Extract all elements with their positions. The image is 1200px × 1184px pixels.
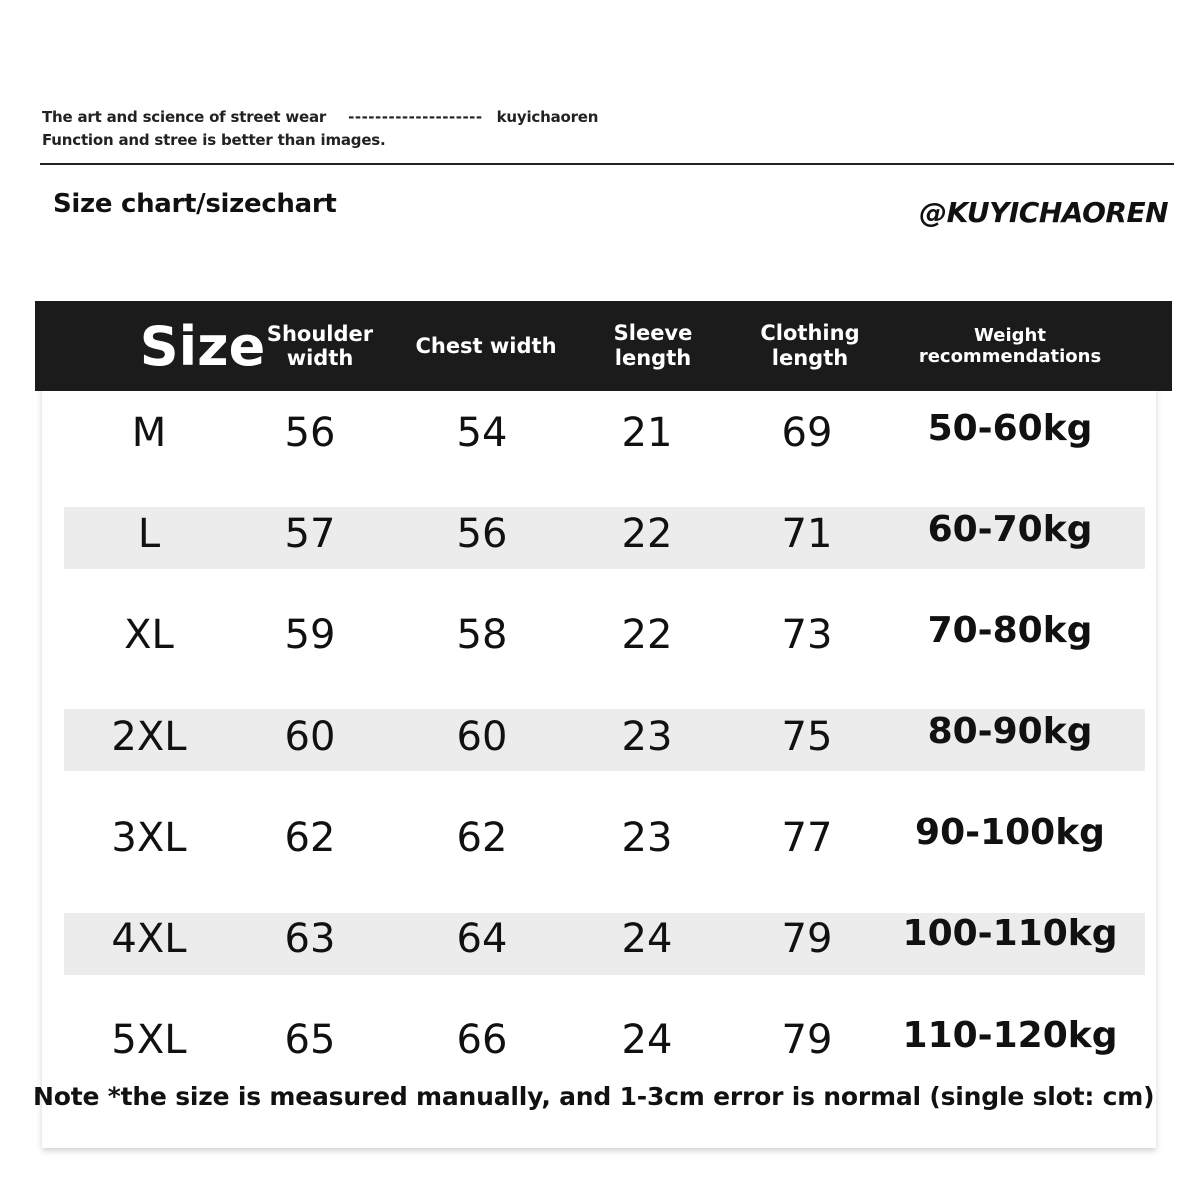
cell-shoulder: 63: [284, 916, 336, 962]
cell-length: 73: [781, 612, 833, 658]
cell-size: 4XL: [111, 916, 187, 962]
tagline-line1: The art and science of street wear: [42, 108, 327, 126]
footnote: Note *the size is measured manually, and 1-3cm error is normal (single slot: cm): [33, 1082, 1155, 1111]
cell-shoulder: 62: [284, 815, 336, 861]
cell-weight: 50-60kg: [927, 408, 1093, 449]
cell-size: 3XL: [111, 815, 187, 861]
cell-length: 77: [781, 815, 833, 861]
cell-length: 79: [781, 916, 833, 962]
tagline-dashes: --------------------: [348, 108, 483, 126]
divider: [40, 163, 1174, 165]
header-chest: Chest width: [415, 334, 557, 358]
cell-weight: 100-110kg: [902, 913, 1118, 954]
cell-sleeve: 24: [621, 916, 673, 962]
cell-sleeve: 24: [621, 1017, 673, 1063]
cell-shoulder: 56: [284, 410, 336, 456]
cell-weight: 110-120kg: [902, 1015, 1118, 1056]
cell-chest: 62: [456, 815, 508, 861]
page-title: Size chart/sizechart: [53, 189, 337, 219]
cell-shoulder: 59: [284, 612, 336, 658]
header-weight: Weight recommendations: [918, 325, 1102, 367]
header-size: Size: [139, 314, 266, 378]
cell-shoulder: 65: [284, 1017, 336, 1063]
cell-chest: 58: [456, 612, 508, 658]
header-sleeve: Sleeve length: [613, 321, 693, 370]
cell-size: 5XL: [111, 1017, 187, 1063]
cell-chest: 54: [456, 410, 508, 456]
cell-weight: 80-90kg: [927, 711, 1093, 752]
brand-logo: @KUYICHAOREN: [919, 196, 1168, 229]
cell-sleeve: 21: [621, 410, 673, 456]
cell-sleeve: 22: [621, 612, 673, 658]
cell-size: XL: [124, 612, 174, 658]
cell-length: 69: [781, 410, 833, 456]
cell-sleeve: 23: [621, 714, 673, 760]
tagline-line2: Function and stree is better than images.: [42, 131, 386, 149]
cell-chest: 66: [456, 1017, 508, 1063]
cell-shoulder: 57: [284, 511, 336, 557]
cell-size: 2XL: [111, 714, 187, 760]
cell-size: M: [131, 410, 167, 456]
cell-weight: 60-70kg: [927, 509, 1093, 550]
cell-weight: 90-100kg: [915, 812, 1105, 853]
cell-shoulder: 60: [284, 714, 336, 760]
cell-weight: 70-80kg: [927, 610, 1093, 651]
cell-sleeve: 23: [621, 815, 673, 861]
cell-size: L: [137, 511, 161, 557]
header-clothing: Clothing length: [760, 321, 860, 370]
tagline: [42, 106, 598, 152]
cell-sleeve: 22: [621, 511, 673, 557]
cell-chest: 56: [456, 511, 508, 557]
cell-length: 75: [781, 714, 833, 760]
cell-chest: 60: [456, 714, 508, 760]
tagline-brand: kuyichaoren: [496, 108, 599, 126]
cell-length: 79: [781, 1017, 833, 1063]
table-header: [35, 301, 1172, 391]
cell-length: 71: [781, 511, 833, 557]
header-shoulder: Shoulder width: [266, 322, 374, 370]
cell-chest: 64: [456, 916, 508, 962]
